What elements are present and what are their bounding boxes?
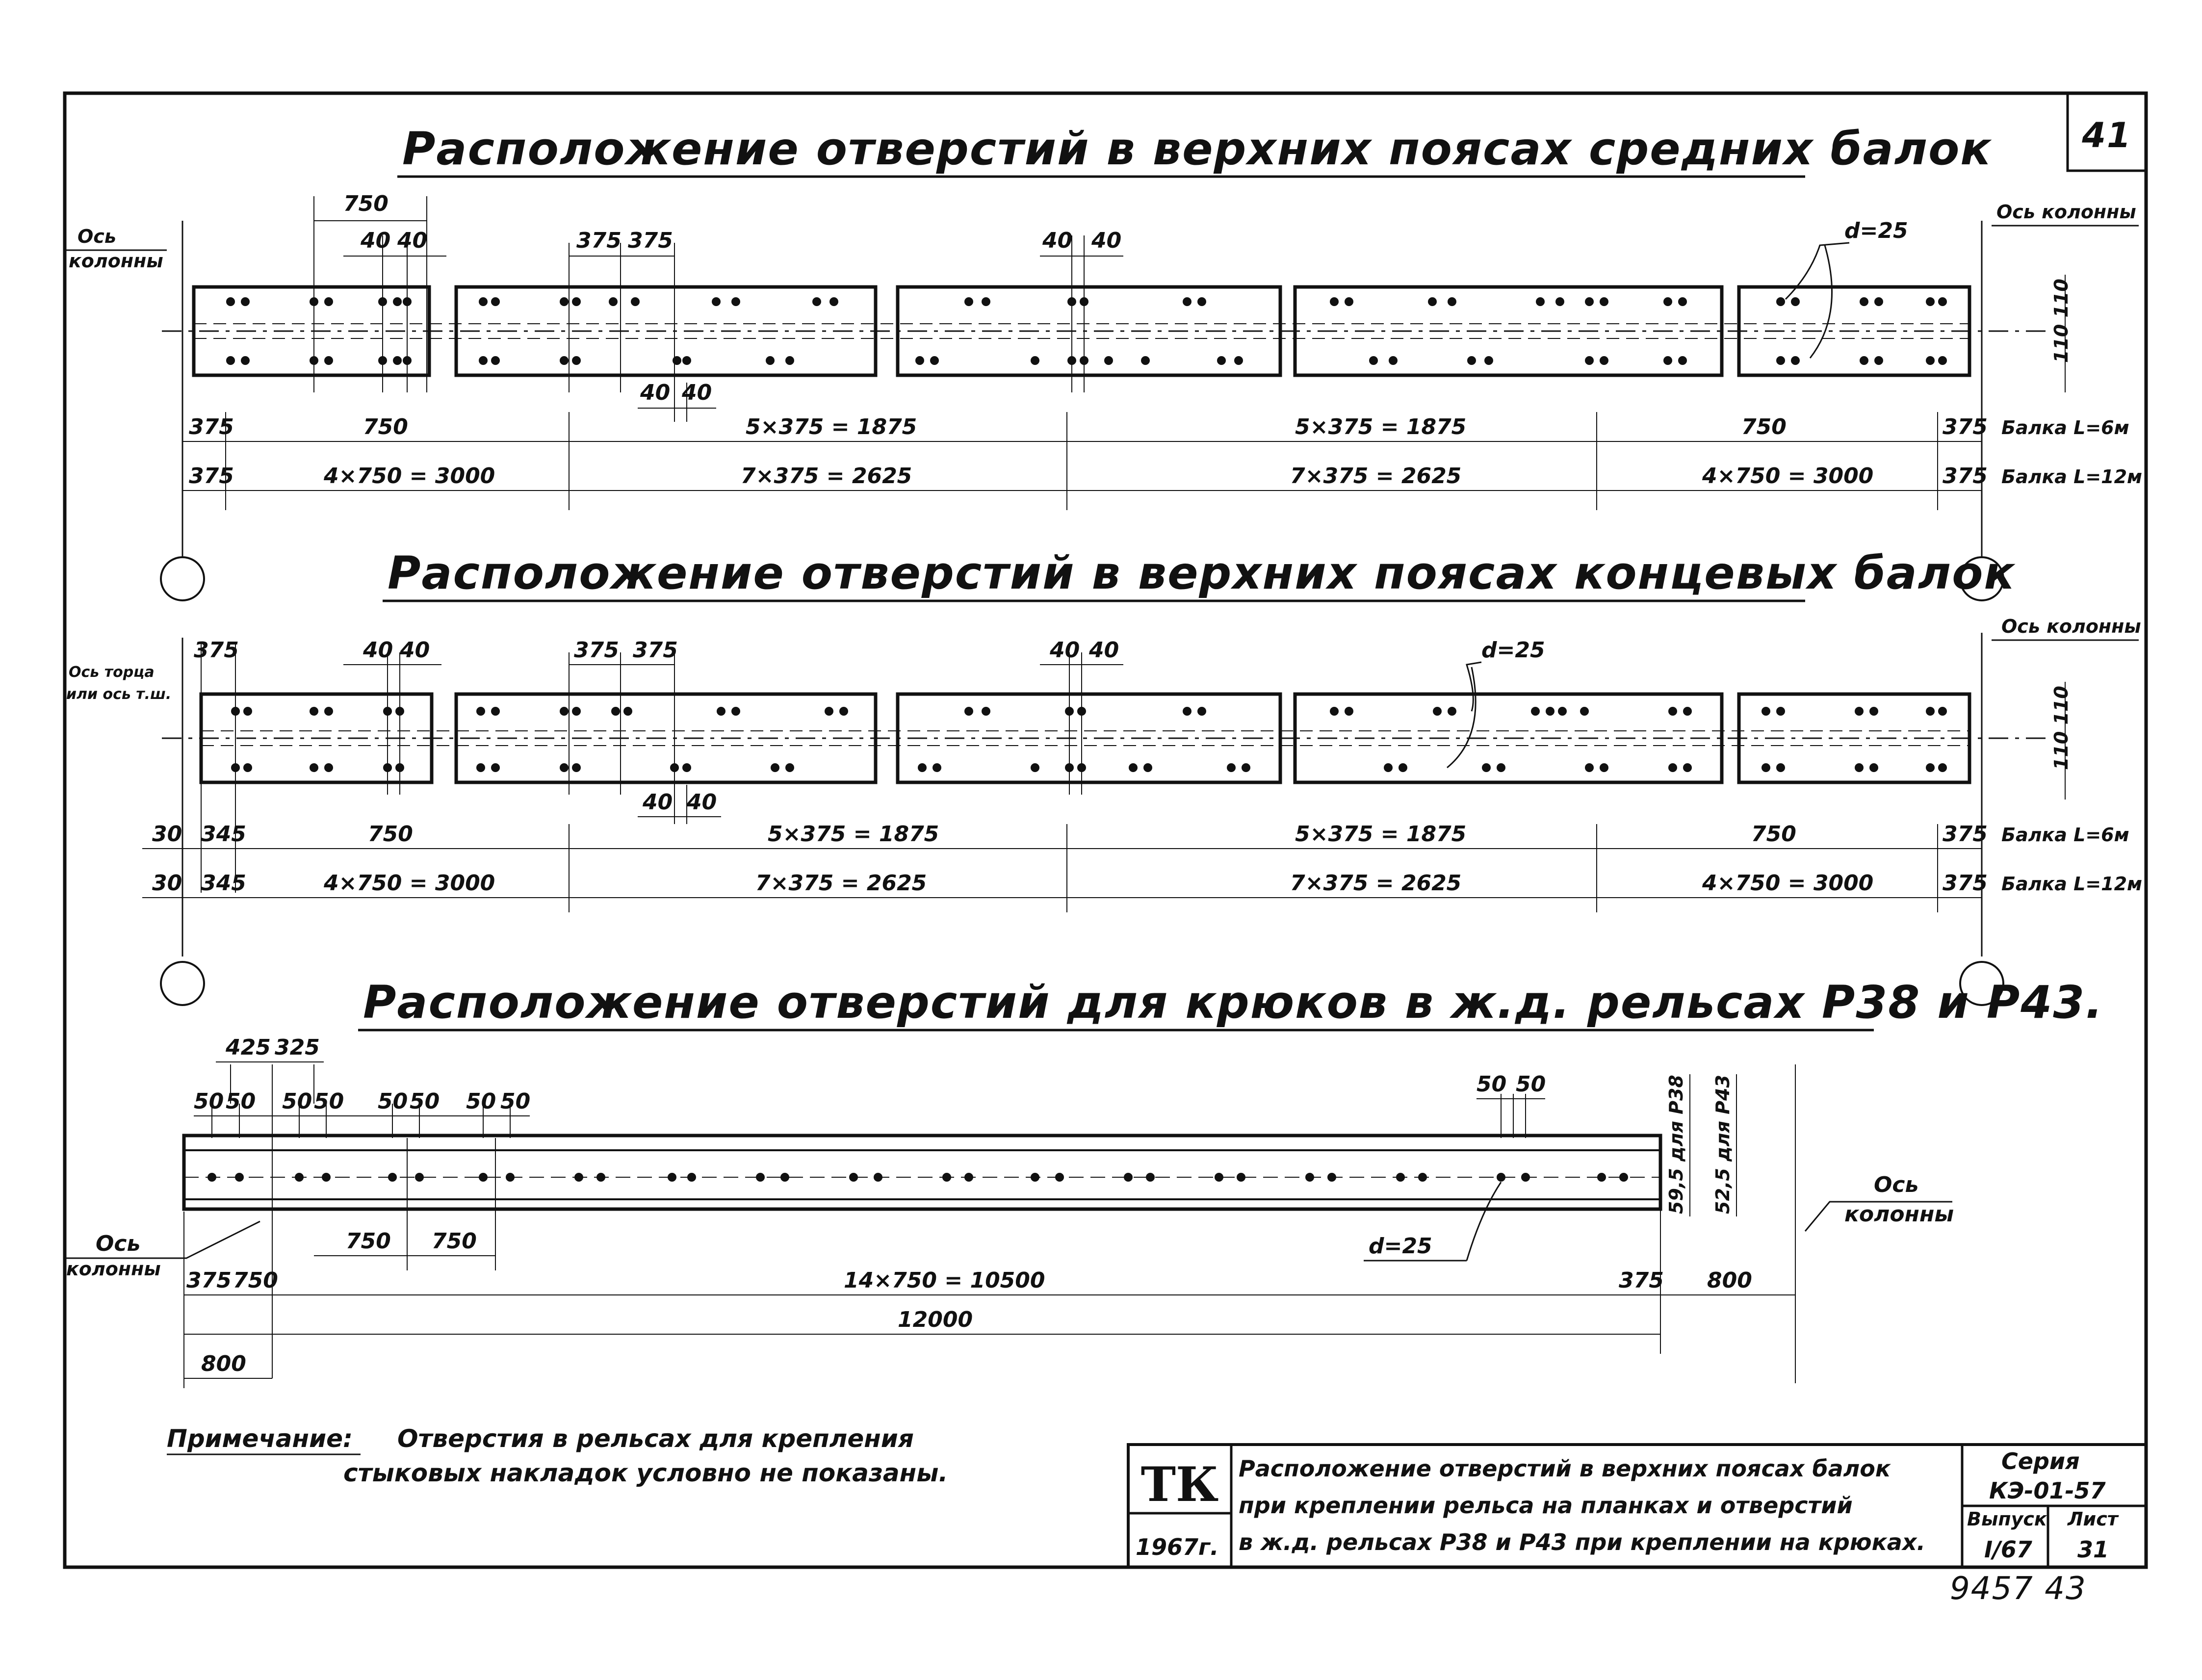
row2-beam-label: Балка L=12м [2001, 466, 2143, 488]
dim-50-8: 50 [500, 1089, 531, 1114]
beam-2-dim-row-ticks [142, 824, 1982, 912]
dim-40-2-under-b: 40 [687, 790, 717, 815]
org-mark: ТК [1140, 1457, 1219, 1512]
dim-50-9: 50 [1477, 1072, 1507, 1097]
hole-label-2: d=25 [1481, 638, 1545, 663]
series-value: КЭ-01-57 [1989, 1477, 2106, 1504]
row1-2-dim-3: 750 [368, 822, 413, 847]
row1-dim-5: 750 [1741, 414, 1787, 439]
row1-2-dim-5: 5×375 = 1875 [1295, 822, 1467, 847]
dim-50-7: 50 [466, 1089, 496, 1114]
dim-row-3-4: 375 [1619, 1268, 1664, 1293]
left-axis-label-3a: Ось [96, 1231, 141, 1256]
issue-value: I/67 [1984, 1536, 2032, 1563]
row1-2-dim-4: 5×375 = 1875 [768, 822, 939, 847]
row2-dim-3: 7×375 = 2625 [741, 464, 912, 489]
row2-2-dim-3: 4×750 = 3000 [324, 871, 495, 896]
section-dim-2: 110 110 [2050, 686, 2072, 770]
row2-2-dim-4: 7×375 = 2625 [755, 871, 927, 896]
section-end-beams [66, 547, 2142, 1005]
row1-2-dim-1: 30 [152, 822, 182, 847]
dim-40-c: 40 [1042, 228, 1073, 253]
footer-numbers: 9457 43 [1950, 1571, 2087, 1607]
section-dim-1: 110 110 [2050, 279, 2072, 363]
sheet-number: 41 [2082, 115, 2132, 155]
dim-750-mid-1: 750 [346, 1229, 391, 1254]
row2-dim-4: 7×375 = 2625 [1290, 464, 1462, 489]
stamp-line-2: при креплении рельса на планках и отверстий [1239, 1492, 1853, 1519]
dim-40-2b: 40 [400, 638, 430, 663]
dim-40-2-under-a: 40 [643, 790, 673, 815]
dim-325: 325 [275, 1035, 320, 1060]
dim-50-10: 50 [1516, 1072, 1546, 1097]
rail [184, 1136, 1660, 1209]
title-block [1128, 1445, 2146, 1567]
row2-dim-2: 4×750 = 3000 [324, 464, 495, 489]
dim-800: 800 [201, 1351, 246, 1376]
note-line-1: Отверстия в рельсах для крепления [397, 1424, 914, 1453]
row2-2-dim-7: 375 [1943, 871, 1988, 896]
dim-50-3: 50 [282, 1089, 312, 1114]
note-line-2: стыковых накладок условно не показаны. [343, 1459, 948, 1487]
right-axis-label-3a: Ось [1874, 1172, 1919, 1197]
dim-40-under-b: 40 [682, 380, 712, 405]
dim-50-2: 50 [226, 1089, 256, 1114]
side-label-p43-height: 52,5 для Р43 [1712, 1075, 1734, 1214]
row2-dim-6: 375 [1943, 464, 1988, 489]
section-middle-beams [66, 123, 2142, 600]
right-axis-label-3b: колонны [1844, 1202, 1954, 1227]
section-1-title: Расположение отверстий в верхних поясах средних балок [402, 123, 1992, 175]
stamp-line-1: Расположение отверстий в верхних поясах балок [1239, 1455, 1891, 1482]
left-axis-label-3b: колонны [66, 1258, 161, 1280]
axis-bubble-left-2 [161, 962, 204, 1005]
dim-40-d: 40 [1091, 228, 1122, 253]
dim-50-1: 50 [194, 1089, 224, 1114]
stamp-year: 1967г. [1136, 1534, 1219, 1560]
dim-40-2d: 40 [1089, 638, 1119, 663]
section-2-title: Расположение отверстий в верхних поясах концевых балок [388, 547, 2016, 599]
series-label: Серия [2001, 1448, 2080, 1474]
dim-40-b: 40 [397, 228, 428, 253]
beam-1-dim-row-ticks [182, 412, 1982, 510]
dim-row-3-2: 750 [233, 1268, 278, 1293]
left-axis-label-2b: или ось т.ш. [66, 686, 172, 703]
left-axis-label-1: Ось [78, 226, 116, 247]
row2-2-beam-label: Балка L=12м [2001, 873, 2143, 895]
row1-beam-label: Балка L=6м [2001, 417, 2129, 439]
stamp-line-3: в ж.д. рельсах Р38 и Р43 при креплении на крюках. [1239, 1529, 1925, 1555]
left-axis-label-2a: Ось торца [69, 664, 155, 681]
dim-40-2a: 40 [363, 638, 393, 663]
sheet-value: 31 [2077, 1536, 2109, 1563]
dim-750-mid-2: 750 [432, 1229, 477, 1254]
dim-row-3-3: 14×750 = 10500 [844, 1268, 1045, 1293]
row2-dim-5: 4×750 = 3000 [1702, 464, 1874, 489]
row2-2-dim-6: 4×750 = 3000 [1702, 871, 1874, 896]
section-rail-holes [66, 976, 2103, 1388]
dim-40-a: 40 [361, 228, 391, 253]
row2-2-dim-1: 30 [152, 871, 182, 896]
row1-dim-1: 375 [189, 414, 234, 439]
axis-bubble-left [161, 557, 204, 600]
left-axis-label-2: колонны [69, 250, 163, 272]
dim-50-4: 50 [314, 1089, 344, 1114]
sheet-label: Лист [2068, 1508, 2118, 1530]
dim-425: 425 [226, 1035, 271, 1060]
dim-375-top-2: 375 [194, 638, 239, 663]
beam-2-holes [232, 707, 1946, 772]
right-axis-label: Ось колонны [1996, 201, 2136, 223]
dim-row-3-1: 375 [186, 1268, 232, 1293]
dim-375-b: 375 [628, 228, 673, 253]
beam-2-extension-lines [201, 643, 1082, 893]
dim-40-under-a: 40 [640, 380, 671, 405]
dim-750-top: 750 [343, 191, 389, 216]
row2-dim-1: 375 [189, 464, 234, 489]
row1-dim-6: 375 [1943, 414, 1988, 439]
dim-375-a: 375 [576, 228, 622, 253]
hole-label-1: d=25 [1844, 218, 1908, 243]
dim-375-2b: 375 [633, 638, 678, 663]
note [167, 1424, 948, 1487]
dim-row-3-5: 800 [1707, 1268, 1752, 1293]
hole-label-3: d=25 [1369, 1234, 1432, 1259]
dim-40-2c: 40 [1050, 638, 1080, 663]
row1-2-dim-7: 375 [1943, 822, 1988, 847]
note-label: Примечание: [167, 1424, 353, 1453]
row1-dim-3: 5×375 = 1875 [746, 414, 917, 439]
row1-2-dim-2: 345 [201, 822, 246, 847]
dim-375-2a: 375 [574, 638, 619, 663]
hole-leader-3 [1467, 1182, 1501, 1261]
row1-2-beam-label: Балка L=6м [2001, 824, 2129, 846]
side-label-p38-height: 59,5 для Р38 [1665, 1075, 1687, 1214]
hole-leader-1a [1786, 243, 1849, 299]
dim-50-6: 50 [410, 1089, 440, 1114]
right-axis-label-2: Ось колонны [2001, 616, 2141, 637]
issue-label: Выпуск [1967, 1508, 2047, 1530]
row1-2-dim-6: 750 [1751, 822, 1796, 847]
row1-dim-4: 5×375 = 1875 [1295, 414, 1467, 439]
row1-dim-2: 750 [363, 414, 408, 439]
dim-50-5: 50 [378, 1089, 408, 1114]
total-dim: 12000 [898, 1307, 973, 1332]
row2-2-dim-5: 7×375 = 2625 [1290, 871, 1462, 896]
section-3-title: Расположение отверстий для крюков в ж.д. рельсах Р38 и Р43. [363, 976, 2104, 1029]
row2-2-dim-2: 345 [201, 871, 246, 896]
